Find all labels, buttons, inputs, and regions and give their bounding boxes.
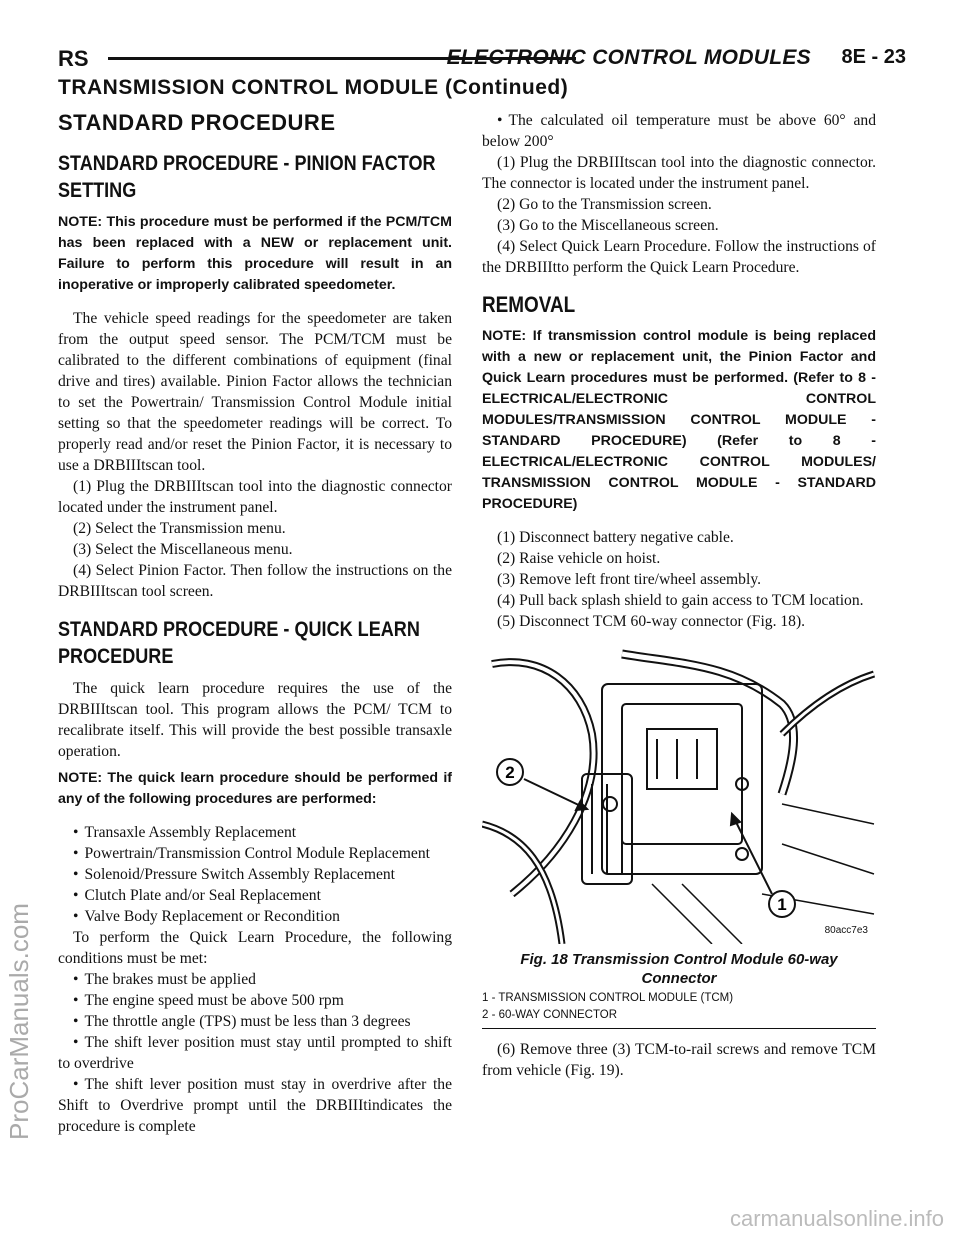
step: (5) Disconnect TCM 60-way connector (Fig. 18). (497, 613, 806, 630)
continued-title: TRANSMISSION CONTROL MODULE (Continued) (58, 76, 569, 99)
pinion-factor-heading: STANDARD PROCEDURE - PINION FACTOR SETTING (58, 152, 436, 202)
list-item: • Valve Body Replacement or Recondition (58, 906, 452, 927)
removal-heading: REMOVAL (482, 292, 576, 317)
step: (2) Select the Transmission menu. (73, 520, 286, 537)
footer-watermark: carmanualsonline.info (729, 1206, 944, 1231)
quick-learn-heading: STANDARD PROCEDURE - QUICK LEARN PROCEDURE (58, 618, 420, 668)
note-pinion: NOTE: This procedure must be performed if the PCM/TCM has been replaced with a NEW or replacement unit. Failure to perform this procedure will result in an inoperative or improperly calibrated speedometer. (58, 214, 452, 293)
header-model: RS (58, 46, 89, 71)
list-item: • The shift lever position must stay in overdrive after the Shift to Overdrive prompt until the DRBIIItindicates the procedure is complete (58, 1074, 452, 1137)
list-item: • The throttle angle (TPS) must be less than 3 degrees (58, 1011, 452, 1032)
left-column (58, 110, 452, 1137)
step: (3) Select the Miscellaneous menu. (73, 541, 293, 558)
note-quick-learn: NOTE: The quick learn procedure should be performed if any of the following procedures are performed: (58, 770, 452, 807)
right-column (482, 110, 876, 1081)
list-item: • Solenoid/Pressure Switch Assembly Replacement (58, 864, 452, 885)
legend-rule (482, 1028, 876, 1029)
paragraph: The vehicle speed readings for the speedometer are taken from the output speed sensor. The PCM/TCM must be calibrated to the different combinations of equipment (final drive and tires) available. Pinion Factor allows the technician to set the Powertrain/ Transmission Control Module initial setting so that the speedometer readings will be correct. To properly read and/or reset the Pinion Factor, it is necessary to use a DRBIIItscan tool. (58, 310, 452, 474)
legend-item: 2 - 60-WAY CONNECTOR (482, 1009, 618, 1021)
section-heading: STANDARD PROCEDURE (58, 110, 336, 135)
paragraph: The quick learn procedure requires the use of the DRBIIItscan tool. This program allows the PCM/ TCM to recalibrate itself. This will provide the best possible transaxle operation. (58, 680, 452, 760)
figure-caption: Fig. 18 Transmission Control Module 60-way Connector (520, 951, 838, 987)
step: (1) Disconnect battery negative cable. (497, 529, 734, 546)
callout-2: 2 (505, 763, 515, 782)
tcm-illustration (482, 644, 876, 944)
step: (4) Pull back splash shield to gain access to TCM location. (497, 592, 864, 609)
paragraph: To perform the Quick Learn Procedure, the following conditions must be met: (58, 929, 452, 967)
figure-code: 80acc7e3 (824, 925, 868, 936)
figure-18 (482, 644, 876, 944)
list-item: • The calculated oil temperature must be above 60° and below 200° (482, 110, 876, 152)
note-removal: NOTE: If transmission control module is being replaced with a new or replacement unit, the Pinion Factor and Quick Learn procedures must be performed. (Refer to 8 - ELECTRICAL/ELECTRONIC CONTROL MODULES/TRANSMISSION CONTROL MODULE - STANDARD PROCEDURE) (Refer to 8 - ELECTRICAL/ELECTRONIC CONTROL MODULES/ TRANSMISSION CONTROL MODULE - STANDARD PROCEDURE) (482, 328, 876, 512)
step: (3) Remove left front tire/wheel assembly. (497, 571, 761, 588)
page-header (58, 42, 906, 72)
step: (2) Raise vehicle on hoist. (497, 550, 661, 567)
step: (1) Plug the DRBIIItscan tool into the diagnostic connector. The connector is located under the instrument panel. (482, 154, 876, 192)
list-item: • Transaxle Assembly Replacement (58, 822, 452, 843)
list-item: • Clutch Plate and/or Seal Replacement (58, 885, 452, 906)
step: (2) Go to the Transmission screen. (497, 196, 712, 213)
list-item: • The shift lever position must stay until prompted to shift to overdrive (58, 1032, 452, 1074)
step: (4) Select Quick Learn Procedure. Follow the instructions of the DRBIIItto perform the Quick Learn Procedure. (482, 238, 876, 276)
list-item: • The engine speed must be above 500 rpm (58, 990, 452, 1011)
list-item: • The brakes must be applied (58, 969, 452, 990)
header-page-number: 8E - 23 (841, 46, 906, 68)
legend-item: 1 - TRANSMISSION CONTROL MODULE (TCM) (482, 992, 734, 1004)
side-watermark: ProCarManuals.com (4, 903, 34, 1140)
callout-1: 1 (777, 895, 787, 914)
list-item: • Powertrain/Transmission Control Module Replacement (58, 843, 452, 864)
step: (3) Go to the Miscellaneous screen. (497, 217, 719, 234)
step: (6) Remove three (3) TCM-to-rail screws and remove TCM from vehicle (Fig. 19). (482, 1041, 876, 1079)
step: (1) Plug the DRBIIItscan tool into the diagnostic connector located under the instrument panel. (58, 478, 452, 516)
step: (4) Select Pinion Factor. Then follow the instructions on the DRBIIItscan tool screen. (58, 562, 452, 600)
header-section: ELECTRONIC CONTROL MODULES (446, 46, 811, 69)
